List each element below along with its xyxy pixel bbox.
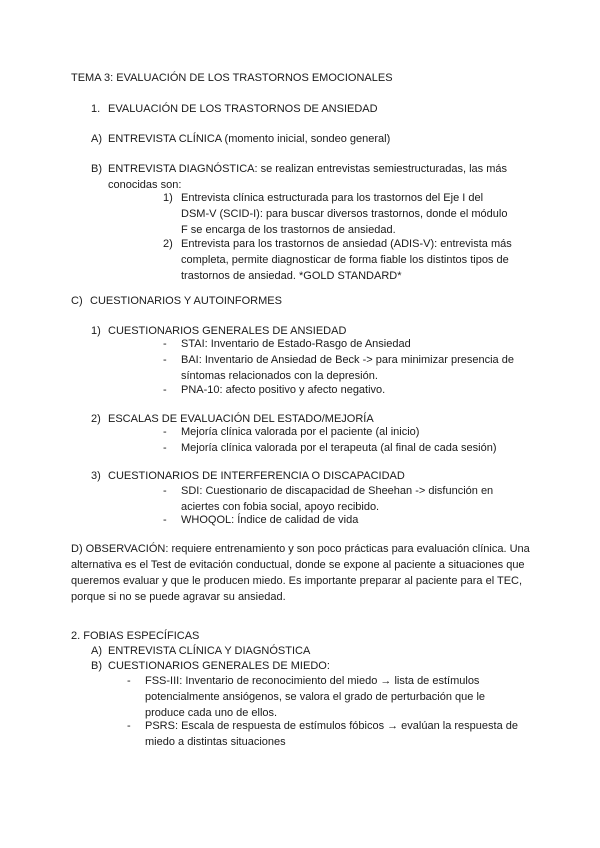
bullet-dash: -: [163, 338, 167, 350]
list-item: WHOQOL: Índice de calidad de vida: [181, 514, 359, 526]
bullet-dash: -: [127, 720, 131, 732]
entrevista-clinica-diagnostica: ENTREVISTA CLÍNICA Y DIAGNÓSTICA: [108, 645, 311, 657]
entrevista-clinica: ENTREVISTA CLÍNICA (momento inicial, sondeo general): [108, 133, 391, 145]
list-item: Entrevista para los trastornos de ansiedad (ADIS-V): entrevista más completa, permite diagnosticar de forma fiable los distintos tipos de trastornos de ansiedad. *GOLD STANDARD*: [181, 238, 512, 282]
list-marker: 3): [91, 470, 101, 482]
list-item: PSRS: Escala de respuesta de estímulos fóbicos → evalúan la respuesta de miedo a distintas situaciones: [145, 720, 518, 748]
cuestionarios-miedo: CUESTIONARIOS GENERALES DE MIEDO:: [108, 660, 330, 672]
list-marker: 1): [91, 325, 101, 337]
subsection-heading: ESCALAS DE EVALUACIÓN DEL ESTADO/MEJORÍA: [108, 413, 374, 425]
list-item: BAI: Inventario de Ansiedad de Beck -> para minimizar presencia de síntomas relacionados con la depresión.: [181, 354, 514, 382]
bullet-dash: -: [163, 485, 167, 497]
page-title: TEMA 3: EVALUACIÓN DE LOS TRASTORNOS EMOCIONALES: [71, 72, 393, 84]
bullet-dash: -: [163, 442, 167, 454]
list-marker: 2): [91, 413, 101, 425]
list-item: FSS-III: Inventario de reconocimiento del miedo → lista de estímulos potencialmente ansiógenos, se valora el grado de perturbación que le produce cada uno de ellos.: [145, 675, 486, 719]
section-heading: EVALUACIÓN DE LOS TRASTORNOS DE ANSIEDAD: [108, 103, 378, 115]
section-heading: 2. FOBIAS ESPECÍFICAS: [71, 630, 200, 642]
list-marker: 1): [163, 192, 173, 204]
list-item: PNA-10: afecto positivo y afecto negativo.: [181, 384, 386, 396]
subsection-heading: CUESTIONARIOS DE INTERFERENCIA O DISCAPACIDAD: [108, 470, 405, 482]
bullet-dash: -: [127, 675, 131, 687]
bullet-dash: -: [163, 384, 167, 396]
list-item: Entrevista clínica estructurada para los trastornos del Eje I del DSM-V (SCID-I): para buscar diversos trastornos, donde el módulo F se encarga de los trastornos de ansiedad.: [181, 192, 508, 236]
subsection-heading: CUESTIONARIOS GENERALES DE ANSIEDAD: [108, 325, 347, 337]
list-item: SDI: Cuestionario de discapacidad de Sheehan -> disfunción en aciertes con fobia social, apoyo recibido.: [181, 485, 494, 513]
list-marker: A): [91, 133, 102, 145]
list-marker: A): [91, 645, 102, 657]
list-marker: 1.: [91, 103, 101, 115]
section-heading: CUESTIONARIOS Y AUTOINFORMES: [90, 295, 282, 307]
list-marker: C): [71, 295, 83, 307]
list-item: Mejoría clínica valorada por el paciente (al inicio): [181, 426, 420, 438]
list-marker: B): [91, 660, 102, 672]
observacion-paragraph: D) OBSERVACIÓN: requiere entrenamiento y son poco prácticas para evaluación clínica. Una alternativa es el Test de evitación conductual, donde se expone al paciente a situaciones que queremos evaluar y que le producen miedo. Es importante preparar al paciente para el TEC, porque si no se puede agravar su ansiedad.: [71, 543, 530, 603]
bullet-dash: -: [163, 426, 167, 438]
bullet-dash: -: [163, 354, 167, 366]
list-item: STAI: Inventario de Estado-Rasgo de Ansiedad: [181, 338, 411, 350]
list-marker: 2): [163, 238, 173, 250]
list-item: Mejoría clínica valorada por el terapeuta (al final de cada sesión): [181, 442, 497, 454]
bullet-dash: -: [163, 514, 167, 526]
entrevista-diagnostica: ENTREVISTA DIAGNÓSTICA: se realizan entrevistas semiestructuradas, las más conocidas son:: [108, 163, 507, 191]
list-marker: B): [91, 163, 102, 175]
